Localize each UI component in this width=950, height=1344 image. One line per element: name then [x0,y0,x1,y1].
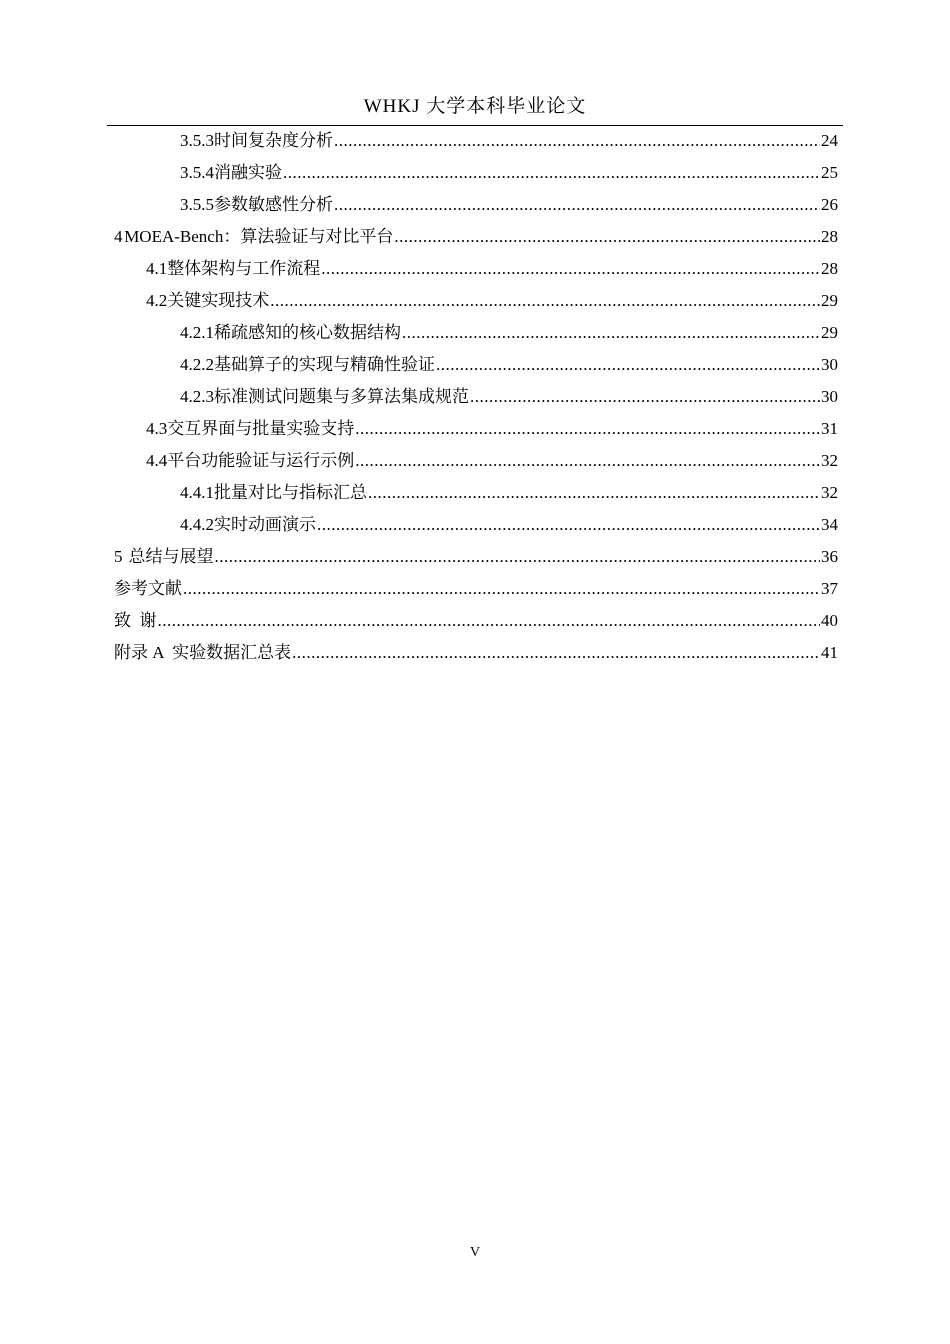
toc-entry-page: 30 [821,387,838,406]
toc-entry-title: 总结与展望 [128,547,214,566]
toc-leader-dots [158,605,821,637]
toc-leader-dots [355,445,820,477]
toc-entry-number: 4.1 [146,259,168,278]
toc-entry-number: 4 [114,227,123,246]
toc-entry[interactable] [114,573,838,605]
toc-entry-title: 批量对比与指标汇总 [214,483,367,502]
toc-entry-title: 参数敏感性分析 [214,195,333,214]
toc-entry[interactable] [114,349,838,381]
page-header: WHKJ 大学本科毕业论文 [363,96,587,117]
toc-entry-number: 4.2.2 [180,355,214,374]
toc-leader-dots [402,317,820,349]
toc-entry[interactable] [114,189,838,221]
toc-entry-page: 34 [821,515,838,534]
toc-entry-title: MOEA-Bench：算法验证与对比平台 [124,227,394,246]
toc-entry-number: 4.4.2 [180,515,214,534]
toc-entry-title: 参考文献 [114,579,182,598]
toc-leader-dots [394,221,820,253]
toc-leader-dots [355,413,820,445]
toc-leader-dots [334,189,820,221]
toc-entry-page: 40 [821,611,838,630]
toc-entry[interactable] [114,445,838,477]
toc-entry[interactable] [114,637,838,669]
toc-entry-title: 稀疏感知的核心数据结构 [214,323,401,342]
toc-leader-dots [470,381,820,413]
toc-entry-title: 致 谢 [114,611,157,630]
toc-entry-number: 4.4.1 [180,483,214,502]
toc-entry[interactable] [114,253,838,285]
toc-entry-title: 消融实验 [214,163,282,182]
toc-entry-title: 时间复杂度分析 [214,131,333,150]
toc-leader-dots [270,285,820,317]
toc-entry-title: 标准测试问题集与多算法集成规范 [214,387,469,406]
toc-entry-page: 29 [821,323,838,342]
toc-entry[interactable] [114,285,838,317]
toc-entry-number: 4.3 [146,419,168,438]
toc-entry-number: 5 [114,547,123,566]
toc-leader-dots [283,157,820,189]
toc-entry-page: 30 [821,355,838,374]
toc-entry-number: 3.5.4 [180,163,214,182]
toc-entry[interactable] [114,317,838,349]
toc-leader-dots [317,509,820,541]
toc-entry-page: 36 [821,547,838,566]
toc-entry-page: 24 [821,131,838,150]
toc-leader-dots [334,125,820,157]
toc-entry[interactable] [114,541,838,573]
toc-entry-number: 4.2 [146,291,168,310]
toc-entry-number: 4.4 [146,451,168,470]
toc-entry[interactable] [114,157,838,189]
toc-entry-page: 32 [821,451,838,470]
toc-entry-page: 41 [821,643,838,662]
toc-entry-page: 26 [821,195,838,214]
toc-entry-number: 4.2.1 [180,323,214,342]
toc-entry-title: 附录 A 实验数据汇总表 [114,643,292,662]
toc-entry-title: 基础算子的实现与精确性验证 [214,355,435,374]
toc-entry[interactable] [114,605,838,637]
toc-entry-page: 25 [821,163,838,182]
toc-leader-dots [292,637,820,669]
toc-leader-dots [183,573,820,605]
page-number: V [469,1245,481,1260]
toc-leader-dots [321,253,820,285]
toc-entry[interactable] [114,509,838,541]
toc-leader-dots [214,541,820,573]
toc-entry-title: 平台功能验证与运行示例 [167,451,355,470]
toc-entry-number: 3.5.5 [180,195,214,214]
toc-entry-title: 实时动画演示 [214,515,316,534]
toc-entry[interactable] [114,477,838,509]
toc-entry-title: 整体架构与工作流程 [167,259,321,278]
toc-entry-title: 交互界面与批量实验支持 [167,419,355,438]
toc-entry-number: 4.2.3 [180,387,214,406]
toc-entry[interactable] [114,221,838,253]
toc-entry-page: 32 [821,483,838,502]
toc-entry-page: 28 [821,259,838,278]
toc-entry-page: 31 [821,419,838,438]
toc-leader-dots [368,477,820,509]
toc-entry-page: 37 [821,579,838,598]
toc-entry[interactable] [114,381,838,413]
toc-entry-title: 关键实现技术 [167,291,270,310]
toc-entry-page: 29 [821,291,838,310]
toc-entry-number: 3.5.3 [180,131,214,150]
table-of-contents [114,125,838,669]
toc-entry-page: 28 [821,227,838,246]
toc-leader-dots [436,349,820,381]
toc-entry[interactable] [114,413,838,445]
toc-entry[interactable] [114,125,838,157]
